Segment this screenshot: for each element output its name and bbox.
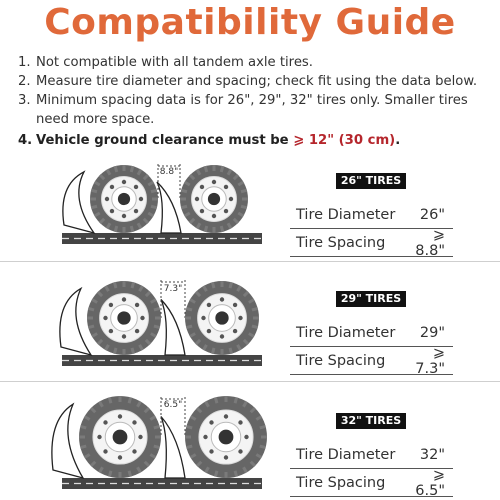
lug-nut-icon: [207, 303, 211, 307]
note-item: [18, 91, 492, 129]
lug-nut-icon: [103, 316, 107, 320]
tread-mark: [151, 206, 157, 208]
tandem-tires-illustration: [0, 152, 270, 262]
spec-key: Tire Spacing: [296, 352, 386, 369]
lug-nut-icon: [220, 334, 224, 338]
tread-mark: [230, 348, 232, 354]
spec-table-32: [290, 441, 453, 497]
lug-nut-icon: [103, 420, 107, 424]
spec-table-26: [290, 201, 453, 257]
tread-mark: [215, 397, 217, 403]
tread-mark: [221, 226, 223, 232]
lug-nut-icon: [238, 449, 242, 453]
spec-value: 29": [419, 324, 445, 341]
tire-diagram-32: [0, 390, 270, 500]
section-divider: [0, 381, 500, 382]
tread-mark: [260, 426, 266, 428]
spec-key: Tire Spacing: [296, 474, 386, 491]
note-text: [36, 131, 492, 150]
spec-row-spacing: [290, 344, 453, 377]
lug-nut-icon: [139, 197, 143, 201]
tread-mark: [154, 446, 160, 448]
tread-mark: [186, 446, 192, 448]
spec-key: Tire Diameter: [296, 446, 396, 463]
lug-nut-icon: [135, 303, 139, 307]
lug-nut-icon: [224, 455, 228, 459]
clearance-suffix: .: [395, 133, 401, 148]
lug-nut-icon: [200, 185, 204, 189]
tread-mark: [260, 446, 266, 448]
spec-value: ⩾ 6.5": [415, 466, 445, 499]
axle-cap-icon: [219, 430, 234, 445]
rear-chock-icon: [60, 288, 91, 355]
tread-mark: [186, 308, 192, 310]
note-number: 4.: [18, 133, 33, 148]
spec-row-diameter: [290, 441, 453, 469]
lug-nut-icon: [122, 297, 126, 301]
lug-nut-icon: [224, 209, 228, 213]
lug-nut-icon: [135, 329, 139, 333]
tread-mark: [186, 326, 192, 328]
note-number: 1.: [18, 55, 31, 70]
spec-value: 32": [419, 446, 445, 463]
axle-cap-icon: [208, 193, 220, 205]
lug-nut-icon: [233, 329, 237, 333]
tread-mark: [132, 348, 134, 354]
lug-nut-icon: [132, 449, 136, 453]
tread-mark: [186, 426, 192, 428]
tread-mark: [252, 326, 258, 328]
tread-mark: [109, 397, 111, 403]
rear-chock-icon: [63, 172, 94, 233]
tread-mark: [215, 471, 217, 477]
tread-mark: [91, 190, 97, 192]
tread-mark: [80, 426, 86, 428]
center-chock-icon: [161, 417, 185, 479]
tread-mark: [129, 471, 131, 477]
tread-mark: [221, 166, 223, 172]
tread-mark: [91, 206, 97, 208]
tread-mark: [154, 426, 160, 428]
tread-mark: [154, 326, 160, 328]
clearance-text: Vehicle ground clearance must be: [36, 133, 294, 148]
lug-nut-icon: [118, 414, 122, 418]
lug-nut-icon: [140, 316, 144, 320]
spec-row-diameter: [290, 319, 453, 347]
note-item: [18, 72, 492, 91]
gap-label: 7.3": [163, 284, 183, 294]
lug-nut-icon: [109, 303, 113, 307]
lug-nut-icon: [132, 420, 136, 424]
tread-mark: [252, 308, 258, 310]
lug-nut-icon: [233, 303, 237, 307]
spec-row-spacing: [290, 466, 453, 499]
tire-diagram-26: [0, 152, 270, 262]
tread-mark: [212, 282, 214, 288]
note-text: Measure tire diameter and spacing; check fit using the data below.: [36, 74, 478, 89]
spec-row-spacing: [290, 226, 453, 259]
lug-nut-icon: [212, 214, 216, 218]
lug-nut-icon: [212, 180, 216, 184]
note-text: Minimum spacing data is for 26", 29", 32" tires only. Smaller tires need more space.: [36, 93, 468, 127]
spec-key: Tire Spacing: [296, 234, 386, 251]
tread-mark: [109, 471, 111, 477]
lug-nut-icon: [122, 180, 126, 184]
tread-mark: [205, 166, 207, 172]
lug-nut-icon: [134, 185, 138, 189]
axle-cap-icon: [118, 193, 130, 205]
lug-nut-icon: [122, 214, 126, 218]
section-label-29: 29" TIRES: [336, 291, 406, 307]
tread-mark: [151, 190, 157, 192]
tread-mark: [181, 190, 187, 192]
tread-mark: [241, 206, 247, 208]
spec-key: Tire Diameter: [296, 324, 396, 341]
tread-mark: [114, 282, 116, 288]
spec-value: ⩾ 7.3": [415, 344, 445, 377]
tandem-tires-illustration: [0, 390, 270, 500]
spec-key: Tire Diameter: [296, 206, 396, 223]
tread-mark: [235, 471, 237, 477]
lug-nut-icon: [200, 209, 204, 213]
lug-nut-icon: [220, 297, 224, 301]
lug-nut-icon: [244, 435, 248, 439]
lug-nut-icon: [201, 316, 205, 320]
lug-nut-icon: [238, 316, 242, 320]
center-chock-icon: [157, 182, 181, 233]
tread-mark: [154, 308, 160, 310]
tread-mark: [80, 446, 86, 448]
center-chock-icon: [161, 300, 185, 356]
spec-value: 26": [419, 206, 445, 223]
lug-nut-icon: [103, 449, 107, 453]
tread-mark: [235, 397, 237, 403]
note-item: [18, 53, 492, 72]
gap-label: 6.5": [163, 400, 183, 410]
gap-label: 8.8": [159, 167, 179, 177]
tread-mark: [132, 282, 134, 288]
lug-nut-icon: [209, 420, 213, 424]
note-number: 2.: [18, 74, 31, 89]
tread-mark: [212, 348, 214, 354]
tread-mark: [181, 206, 187, 208]
tread-mark: [115, 226, 117, 232]
spec-value: ⩾ 8.8": [415, 226, 445, 259]
lug-nut-icon: [134, 209, 138, 213]
lug-nut-icon: [224, 414, 228, 418]
tread-mark: [241, 190, 247, 192]
lug-nut-icon: [122, 334, 126, 338]
clearance-value: ⩾ 12" (30 cm): [293, 133, 396, 148]
tread-mark: [129, 397, 131, 403]
lug-nut-icon: [203, 435, 207, 439]
lug-nut-icon: [118, 455, 122, 459]
tread-mark: [88, 308, 94, 310]
tread-mark: [88, 326, 94, 328]
tread-mark: [205, 226, 207, 232]
lug-nut-icon: [209, 449, 213, 453]
note-text: Not compatible with all tandem axle tires.: [36, 55, 313, 70]
spec-table-29: [290, 319, 453, 375]
tread-mark: [115, 166, 117, 172]
lug-nut-icon: [110, 209, 114, 213]
rear-chock-icon: [52, 404, 83, 478]
spec-row-diameter: [290, 201, 453, 229]
lug-nut-icon: [105, 197, 109, 201]
lug-nut-icon: [109, 329, 113, 333]
section-label-26: 26" TIRES: [336, 173, 406, 189]
lug-nut-icon: [229, 197, 233, 201]
notes-list: [18, 53, 492, 150]
lug-nut-icon: [97, 435, 101, 439]
tread-mark: [230, 282, 232, 288]
lug-nut-icon: [138, 435, 142, 439]
lug-nut-icon: [195, 197, 199, 201]
tandem-tires-illustration: [0, 270, 270, 380]
note-item-clearance: [18, 131, 492, 150]
tire-diagram-29: [0, 270, 270, 380]
page-title: Compatibility Guide: [44, 2, 456, 43]
tread-mark: [131, 226, 133, 232]
axle-cap-icon: [113, 430, 128, 445]
axle-cap-icon: [117, 311, 130, 324]
tread-mark: [131, 166, 133, 172]
axle-cap-icon: [215, 311, 228, 324]
tread-mark: [114, 348, 116, 354]
note-number: 3.: [18, 93, 31, 108]
lug-nut-icon: [238, 420, 242, 424]
section-label-32: 32" TIRES: [336, 413, 406, 429]
lug-nut-icon: [207, 329, 211, 333]
lug-nut-icon: [224, 185, 228, 189]
lug-nut-icon: [110, 185, 114, 189]
